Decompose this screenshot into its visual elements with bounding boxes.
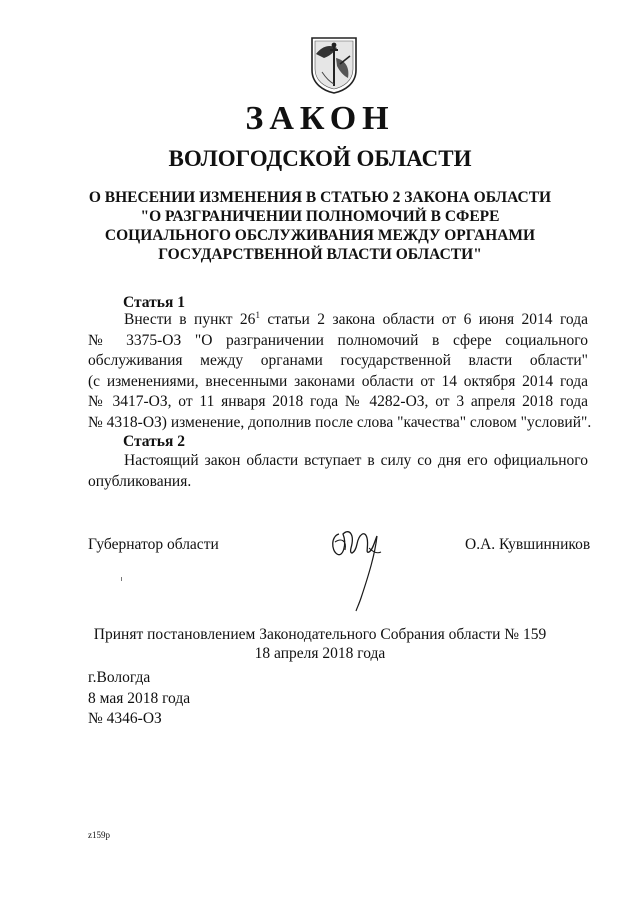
- article-1-line: № 4318-ОЗ) изменение, дополнив после слова "качества" словом "условий".: [88, 413, 592, 431]
- article-2-line: Настоящий закон области вступает в силу со дня его официального: [124, 452, 588, 469]
- article-1-line: № 3375-ОЗ "О разграничении полномочий в сфере социального: [88, 331, 588, 349]
- subject-line: ГОСУДАРСТВЕННОЙ ВЛАСТИ ОБЛАСТИ": [158, 246, 482, 263]
- adoption-note: [0, 625, 640, 663]
- law-number: № 4346-ОЗ: [88, 710, 162, 727]
- article-1-line: № 3417-ОЗ, от 11 января 2018 года № 4282-ОЗ, от 3 апреля 2018 года: [88, 393, 588, 410]
- scan-mark: [121, 577, 122, 581]
- law-subject: [0, 188, 640, 264]
- document-title: ЗАКОН: [245, 100, 395, 137]
- city: г.Вологда: [88, 669, 151, 686]
- coat-of-arms-icon: [310, 36, 358, 94]
- region-title: ВОЛОГОДСКОЙ ОБЛАСТИ: [168, 146, 472, 171]
- document-code: z159р: [88, 830, 110, 840]
- article-1-heading: Статья 1: [123, 294, 185, 311]
- adoption-date: 18 апреля 2018 года: [254, 645, 386, 662]
- article-2-text: [88, 451, 588, 492]
- subject-line: "О РАЗГРАНИЧЕНИИ ПОЛНОМОЧИЙ В СФЕРЕ: [140, 208, 500, 225]
- article-1-line: обслуживания между органами государственной власти области": [88, 352, 588, 369]
- article-2-heading: Статья 2: [123, 433, 185, 450]
- handwritten-signature: [325, 514, 385, 614]
- article-1-line: (с изменениями, внесенными законами области от 14 октября 2014 года: [88, 372, 588, 390]
- governor-name: О.А. Кувшинников: [465, 536, 591, 553]
- subject-line: СОЦИАЛЬНОГО ОБСЛУЖИВАНИЯ МЕЖДУ ОРГАНАМИ: [104, 227, 536, 244]
- subject-line: О ВНЕСЕНИИ ИЗМЕНЕНИЯ В СТАТЬЮ 2 ЗАКОНА ОБЛАСТИ: [88, 189, 552, 206]
- article-1-text: [88, 310, 592, 433]
- article-1-line: Внести в пункт $26^1$ статьи 2 закона области от 6 июня 2014 года: [124, 310, 588, 328]
- signing-date: 8 мая 2018 года: [88, 689, 191, 707]
- adoption-line: Принят постановлением Законодательного Собрания области № 159: [93, 626, 547, 643]
- place-date-number: [88, 668, 190, 730]
- article-2-line: опубликования.: [88, 472, 192, 490]
- governor-position: Губернатор области: [88, 536, 219, 553]
